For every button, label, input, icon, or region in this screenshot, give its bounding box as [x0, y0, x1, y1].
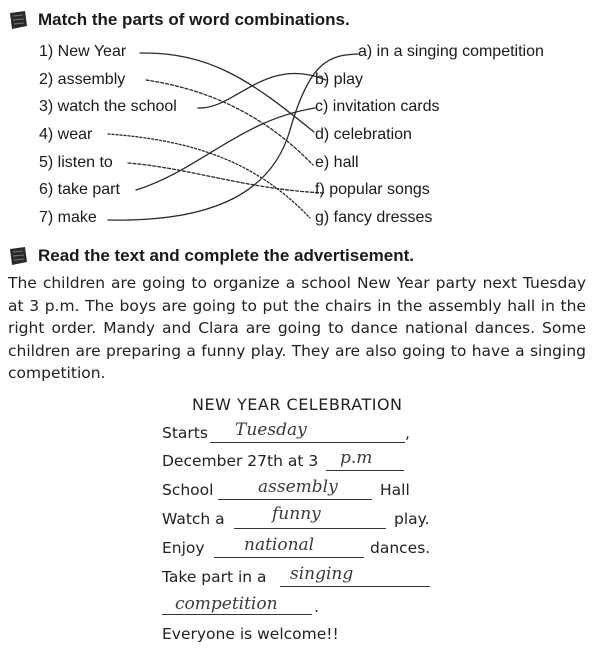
left-item-4: 4) wear — [39, 126, 93, 143]
school-blank — [218, 499, 372, 500]
take-part-label: Take part in a — [162, 568, 267, 586]
competition-blank — [162, 614, 312, 615]
competition-period: . — [314, 598, 319, 616]
dances-label: dances. — [370, 539, 431, 557]
left-item-7: 7) make — [39, 209, 97, 226]
match-line-6-c — [136, 108, 315, 190]
watch-blank — [234, 528, 386, 529]
left-item-2: 2) assembly — [39, 71, 126, 88]
right-item-f: f) popular songs — [315, 181, 430, 198]
match-line-1-d — [140, 53, 314, 132]
enjoy-blank — [214, 557, 364, 558]
december-answer: p.m — [340, 448, 373, 468]
right-item-c: c) invitation cards — [315, 98, 440, 115]
take-part-answer: singing — [290, 564, 354, 584]
right-item-g: g) fancy dresses — [315, 209, 433, 226]
left-item-1: 1) New Year — [39, 43, 127, 60]
watch-label: Watch a — [162, 510, 225, 528]
match-line-2-e — [146, 80, 313, 165]
right-item-b: b) play — [315, 71, 364, 88]
right-item-d: d) celebration — [315, 126, 412, 143]
exercise1-heading: Match the parts of word combinations. — [38, 10, 350, 29]
right-item-e: e) hall — [315, 154, 359, 171]
reading-paragraph: The children are going to organize a school New Year party next Tuesday at 3 p.m. The boys are going to put the chairs in the assembly hall in the right order. Mandy and Clara are going to dance national dances. Some children are preparing a funny play. They are also going to have a singing competition. — [8, 274, 586, 382]
matching-lines — [0, 0, 592, 260]
exercise2-heading: Read the text and complete the advertisement. — [38, 246, 414, 265]
starts-comma: , — [405, 424, 410, 442]
competition-answer: competition — [175, 594, 278, 614]
enjoy-label: Enjoy — [162, 539, 205, 557]
exercise-icon — [8, 246, 28, 266]
welcome-text: Everyone is welcome!! — [162, 625, 339, 643]
match-line-7-a — [108, 54, 358, 220]
left-item-5: 5) listen to — [39, 154, 113, 171]
left-item-6: 6) take part — [39, 181, 120, 198]
take-part-blank — [280, 586, 430, 587]
advert-title: NEW YEAR CELEBRATION — [192, 395, 403, 414]
right-item-a: a) in a singing competition — [358, 43, 544, 60]
december-label: December 27th at 3 — [162, 452, 319, 470]
play-label: play. — [394, 510, 430, 528]
starts-answer: Tuesday — [235, 420, 307, 440]
watch-answer: funny — [272, 504, 321, 524]
starts-blank — [210, 442, 405, 443]
school-answer: assembly — [258, 477, 338, 497]
match-line-3-b — [198, 73, 326, 108]
hall-label: Hall — [380, 481, 410, 499]
match-line-5-f — [128, 163, 325, 193]
school-label: School — [162, 481, 214, 499]
enjoy-answer: national — [244, 535, 315, 555]
left-item-3: 3) watch the school — [39, 98, 177, 115]
starts-label: Starts — [162, 424, 208, 442]
december-blank — [326, 470, 404, 471]
